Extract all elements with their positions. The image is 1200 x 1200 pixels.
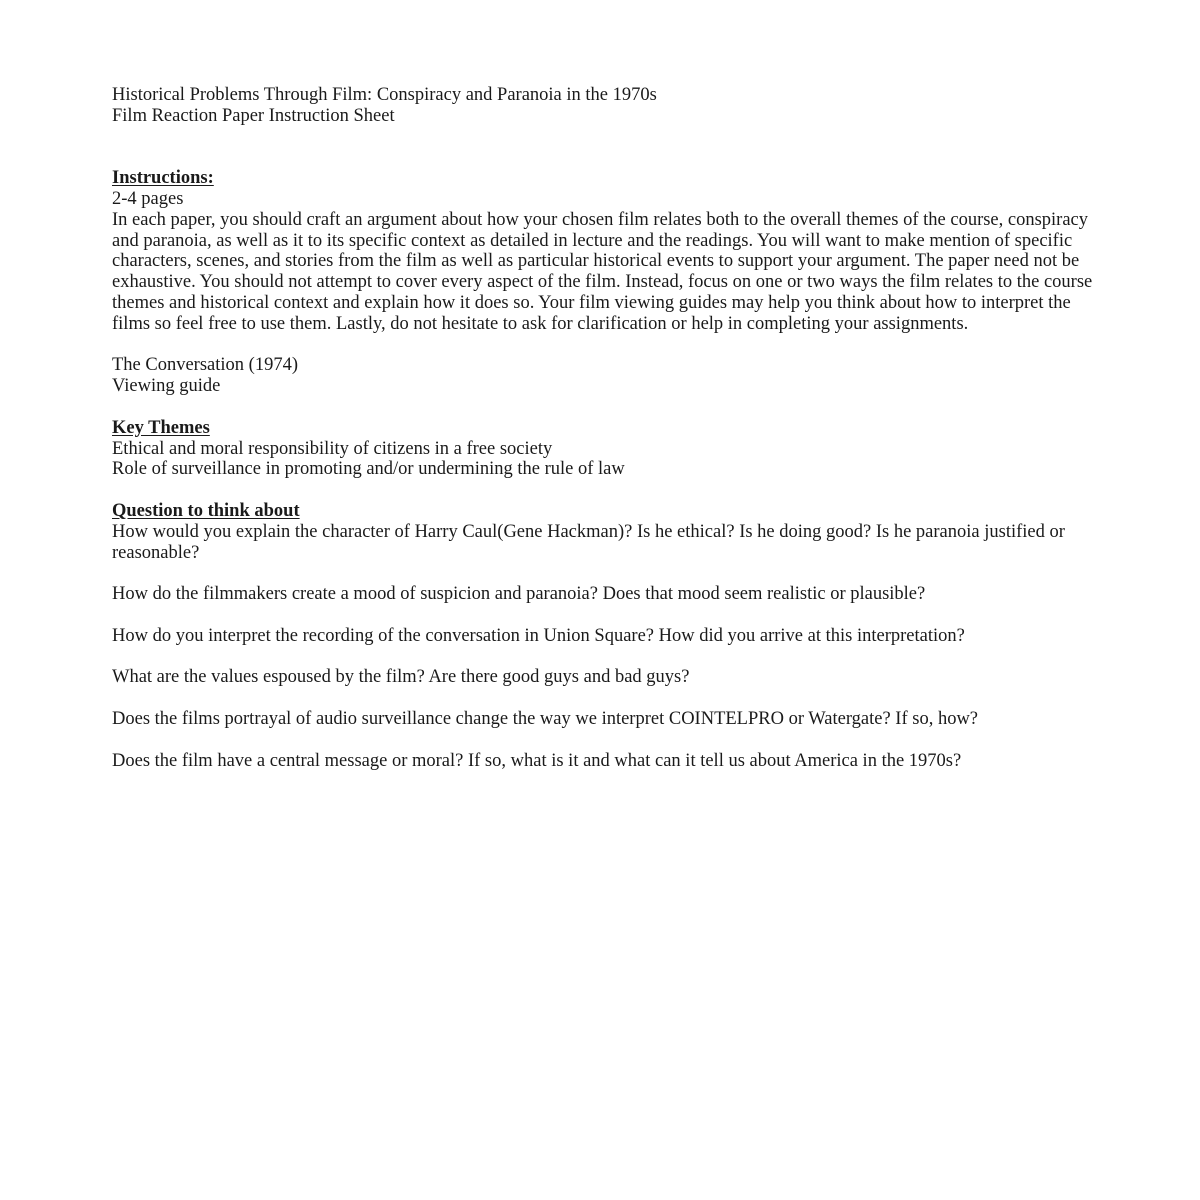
spacer (112, 397, 1097, 418)
spacer (112, 480, 1097, 501)
course-title: Historical Problems Through Film: Conspiracy and Paranoia in the 1970s (112, 85, 657, 105)
instructions-heading: Instructions: (112, 168, 214, 189)
questions-heading: Question to think about (112, 500, 300, 521)
sheet-title: Film Reaction Paper Instruction Sheet (112, 105, 395, 126)
spacer (112, 563, 1097, 584)
viewing-guide-label: Viewing guide (112, 376, 221, 397)
spacer (112, 688, 1097, 709)
spacer (112, 730, 1097, 751)
film-title: The Conversation (1974) (112, 355, 298, 376)
key-themes-heading: Key Themes (112, 417, 210, 438)
spacer (112, 335, 1097, 356)
page-length: 2-4 pages (112, 188, 184, 209)
instructions-body: In each paper, you should craft an argument about how your chosen film relates both to the overall themes of the course, conspiracy and paranoia, as well as it to its specific context as detailed in lecture and the readings. You will want to make mention of specific characters, scenes, and stories from the film as well as particular historical events to support your argument. The paper need not be exhaustive. You should not attempt to cover every aspect of the film. Instead, focus on one or two ways the film relates to the course themes and historical context and explain how it does so. Your film viewing guides may help you think about how to interpret the films so feel free to use them. Lastly, do not hesitate to ask for clarification or help in completing your assignments. (112, 209, 1093, 334)
theme-item: Ethical and moral responsibility of citizens in a free society (112, 438, 553, 459)
question-item: Does the films portrayal of audio surveillance change the way we interpret COINTELPRO or Watergate? If so, how? (112, 708, 979, 729)
question-item: How would you explain the character of Harry Caul(Gene Hackman)? Is he ethical? Is he doing good? Is he paranoia justified or reasonable? (112, 521, 1065, 563)
spacer (112, 127, 1097, 169)
spacer (112, 605, 1097, 626)
question-item: Does the film have a central message or moral? If so, what is it and what can it tell us about America in the 1970s? (112, 750, 962, 771)
question-item: How do you interpret the recording of the conversation in Union Square? How did you arrive at this interpretation? (112, 625, 965, 646)
question-item: How do the filmmakers create a mood of suspicion and paranoia? Does that mood seem realistic or plausible? (112, 584, 926, 605)
spacer (112, 647, 1097, 668)
question-item: What are the values espoused by the film? Are there good guys and bad guys? (112, 667, 690, 688)
theme-item: Role of surveillance in promoting and/or undermining the rule of law (112, 459, 625, 480)
document-page (112, 85, 1097, 771)
